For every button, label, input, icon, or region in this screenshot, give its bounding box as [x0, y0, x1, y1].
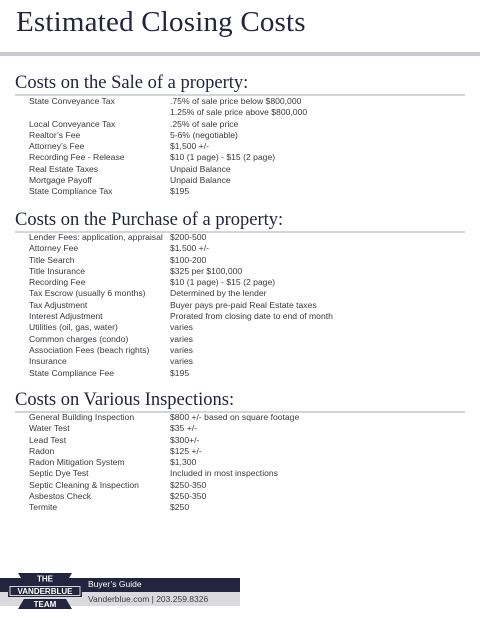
cost-row: [29, 152, 469, 163]
cost-row: [29, 423, 469, 434]
cost-item-label: Radon: [29, 445, 55, 456]
footer-contact[interactable]: Vanderblue.com | 203.259.8326: [88, 594, 209, 604]
cost-item-label: Water Test: [29, 423, 70, 434]
cost-row: [29, 175, 469, 186]
cost-row: [29, 141, 469, 152]
cost-item-label: Title Search: [29, 254, 75, 265]
cost-item-value: $125 +/-: [170, 445, 202, 456]
cost-item-label: Real Estate Taxes: [29, 163, 99, 174]
cost-row: [29, 322, 469, 333]
cost-item-value: Unpaid Balance: [170, 163, 231, 174]
cost-row: [29, 288, 469, 299]
cost-row: [29, 368, 469, 379]
purchase-costs-list: [29, 232, 469, 379]
cost-item-label: Tax Adjustment: [29, 299, 88, 310]
cost-item-label: Tax Escrow (usually 6 months): [29, 288, 146, 299]
cost-item-value: $250-350: [170, 491, 207, 502]
cost-item-value: $1,500 +/-: [170, 141, 209, 152]
cost-item-value: $325 per $100,000: [170, 265, 243, 276]
logo-text-vanderblue: VANDERBLUE: [17, 587, 73, 596]
cost-item-value: 5-6% (negotiable): [170, 129, 238, 140]
cost-item-value: $195: [170, 186, 190, 197]
cost-item-label: Utilities (oil, gas, water): [29, 322, 118, 333]
cost-row: [29, 266, 469, 277]
cost-row: [29, 480, 469, 491]
cost-item-label: Lender Fees: application, appraisal: [29, 232, 163, 242]
section-title-sale: Costs on the Sale of a property:: [15, 73, 465, 96]
cost-item-value: Unpaid Balance: [170, 175, 231, 186]
sale-costs-list: [29, 96, 469, 198]
cost-item-value: 1.25% of sale price above $800,000: [170, 107, 308, 118]
cost-row: [29, 277, 469, 288]
cost-item-label: Local Conveyance Tax: [29, 118, 116, 129]
cost-item-value: varies: [170, 333, 193, 344]
inspection-costs-list: [29, 412, 469, 514]
cost-item-label: State Conveyance Tax: [29, 96, 115, 106]
cost-item-label: Radon Mitigation System: [29, 457, 125, 468]
cost-row: [29, 446, 469, 457]
cost-item-value: $300+/-: [170, 434, 200, 445]
cost-item-label: General Building Inspection: [29, 412, 135, 422]
title-divider: [0, 52, 480, 56]
cost-row: [29, 356, 469, 367]
cost-item-label: Interest Adjustment: [29, 311, 103, 322]
cost-row: [29, 468, 469, 479]
cost-item-value: Buyer pays pre-paid Real Estate taxes: [170, 299, 317, 310]
cost-item-label: Realtor’s Fee: [29, 129, 81, 140]
cost-item-label: Common charges (condo): [29, 333, 129, 344]
cost-row: [29, 300, 469, 311]
footer-guide-label: Buyer’s Guide: [88, 579, 142, 589]
cost-item-label: Septic Dye Test: [29, 468, 89, 479]
cost-item-label: Title Insurance: [29, 265, 86, 276]
cost-row: [29, 412, 469, 423]
cost-item-label: Attorney’s Fee: [29, 141, 85, 152]
cost-row: [29, 311, 469, 322]
cost-item-value: $250: [170, 502, 190, 513]
logo-text-the: THE: [37, 574, 53, 584]
cost-row: [29, 232, 469, 243]
cost-item-value: $35 +/-: [170, 423, 197, 434]
cost-item-value: Determined by the lender: [170, 288, 267, 299]
cost-item-label: Mortgage Payoff: [29, 175, 92, 186]
cost-row: [29, 119, 469, 130]
cost-item-label: Septic Cleaning & Inspection: [29, 479, 139, 490]
cost-item-value: $195: [170, 367, 190, 378]
cost-row: [29, 457, 469, 468]
cost-row: [29, 502, 469, 513]
cost-row: [29, 96, 469, 107]
cost-row: [29, 334, 469, 345]
cost-item-label: State Compliance Tax: [29, 186, 113, 197]
cost-item-value: varies: [170, 322, 193, 333]
cost-item-value: $100-200: [170, 254, 207, 265]
cost-row: [29, 107, 469, 118]
cost-item-label: Insurance: [29, 356, 67, 367]
cost-item-value: $10 (1 page) - $15 (2 page): [170, 152, 276, 163]
cost-item-label: State Compliance Fee: [29, 367, 115, 378]
cost-item-label: Asbestos Check: [29, 491, 92, 502]
cost-item-value: $10 (1 page) - $15 (2 page): [170, 277, 276, 288]
vanderblue-team-logo: [8, 571, 82, 611]
cost-row: [29, 491, 469, 502]
cost-row: [29, 186, 469, 197]
cost-item-label: Lead Test: [29, 434, 67, 445]
cost-item-value: $250-350: [170, 479, 207, 490]
cost-item-label: Attorney Fee: [29, 243, 79, 254]
cost-row: [29, 130, 469, 141]
cost-item-label: Termite: [29, 502, 58, 513]
cost-item-value: $1,300: [170, 457, 197, 468]
cost-item-value: .75% of sale price below $800,000: [170, 96, 302, 106]
cost-item-value: varies: [170, 344, 193, 355]
cost-item-value: $200-500: [170, 232, 207, 242]
cost-row: [29, 243, 469, 254]
cost-row: [29, 345, 469, 356]
cost-row: [29, 435, 469, 446]
cost-item-value: .25% of sale price: [170, 118, 239, 129]
cost-item-value: $1.500 +/-: [170, 243, 209, 254]
cost-item-label: Recording Fee: [29, 277, 86, 288]
cost-row: [29, 164, 469, 175]
logo-text-team: TEAM: [33, 600, 57, 609]
cost-item-value: varies: [170, 356, 193, 367]
cost-item-value: Included in most inspections: [170, 468, 278, 479]
cost-item-value: Prorated from closing date to end of month: [170, 311, 333, 322]
cost-item-value: $800 +/- based on square footage: [170, 412, 300, 422]
page-title: Estimated Closing Costs: [16, 6, 306, 38]
cost-item-label: Recording Fee - Release: [29, 152, 125, 163]
section-title-inspections: Costs on Various Inspections:: [15, 390, 465, 413]
cost-item-label: Association Fees (beach rights): [29, 344, 150, 355]
section-title-purchase: Costs on the Purchase of a property:: [15, 210, 465, 233]
cost-item-label: [29, 107, 170, 118]
cost-row: [29, 255, 469, 266]
